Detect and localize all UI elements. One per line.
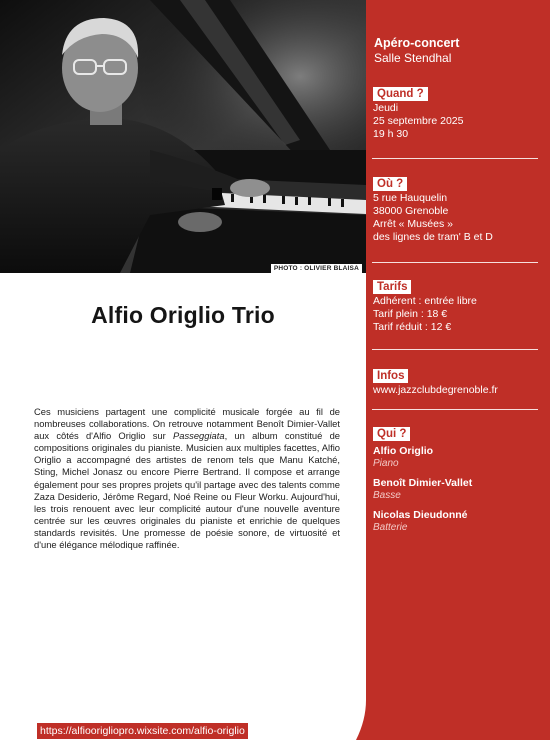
separator — [372, 158, 538, 159]
separator — [372, 262, 538, 263]
where-lines: des lignes de tram' B et D — [373, 231, 493, 243]
description-part-1: Ces musiciens partagent une complicité musicale forgée au fil de nombreuses collaborations. On retrouve notamment Benoît Dimier-Vallet aux côtés d'Alfio Origlio sur — [34, 406, 340, 442]
separator — [372, 409, 538, 410]
musician-name: Benoît Dimier-Vallet — [373, 477, 473, 489]
when-date: 25 septembre 2025 — [373, 115, 464, 127]
description-text — [34, 406, 340, 551]
section-where — [373, 174, 539, 244]
info-label: Infos — [373, 369, 408, 383]
event-venue: Salle Stendhal — [374, 51, 452, 65]
website-link[interactable]: https://alfioorigliopro.wixsite.com/alfio-origlio — [37, 723, 248, 739]
price-reduced: Tarif réduit : 12 € — [373, 321, 452, 333]
photo-credit: PHOTO : OLIVIER BLAISA — [271, 264, 362, 273]
concert-title: Alfio Origlio Trio — [91, 302, 275, 328]
info-website[interactable]: www.jazzclubdegrenoble.fr — [373, 384, 498, 396]
prices-label: Tarifs — [373, 280, 411, 294]
info-sidebar — [366, 0, 550, 740]
event-type: Apéro-concert — [374, 36, 460, 50]
when-label: Quand ? — [373, 87, 428, 101]
price-member: Adhérent : entrée libre — [373, 295, 477, 307]
musician-role: Batterie — [373, 522, 408, 533]
section-when — [373, 84, 539, 141]
artist-photo — [0, 0, 366, 273]
musician-name: Alfio Origlio — [373, 445, 434, 457]
musician-role: Basse — [373, 490, 401, 501]
who-label: Qui ? — [373, 427, 410, 441]
album-title: Passeggiata — [172, 430, 225, 442]
description-part-2: , un album constitué de compositions originales du pianiste. Musicien aux multiples facettes, Alfio Origlio a accompagné des artistes de renom tels que Manu Katché, Sting, Michel Jonasz ou encore Pierre Bertrand. Il compose et arrange également pour ses propres projets qu'il partage avec des talents comme Zaza Desiderio, Jérôme Regard, Noé Reine ou Fleur Worku. Aujourd'hui, les trois renouent avec leur complicité autour d'une nouvelle aventure centrée sur les œuvres originales du pianiste et enrichie de quelques standards revisités. Une promesse de poésie sonore, de virtuosité et d'une élégance mélodique raffinée. — [34, 430, 340, 551]
section-prices — [373, 277, 539, 334]
where-street: 5 rue Hauquelin — [373, 192, 448, 204]
musician-role: Piano — [373, 458, 399, 469]
when-day: Jeudi — [373, 102, 399, 114]
where-label: Où ? — [373, 177, 407, 191]
section-info — [373, 366, 539, 397]
price-full: Tarif plein : 18 € — [373, 308, 448, 320]
section-who — [373, 424, 539, 541]
when-time: 19 h 30 — [373, 128, 409, 140]
pianist-photo-illustration — [0, 0, 366, 273]
event-header — [374, 35, 459, 66]
separator — [372, 349, 538, 350]
musician-name: Nicolas Dieudonné — [373, 509, 468, 521]
where-stop: Arrêt « Musées » — [373, 218, 453, 230]
where-city: 38000 Grenoble — [373, 205, 449, 217]
decorative-curve — [356, 700, 396, 740]
